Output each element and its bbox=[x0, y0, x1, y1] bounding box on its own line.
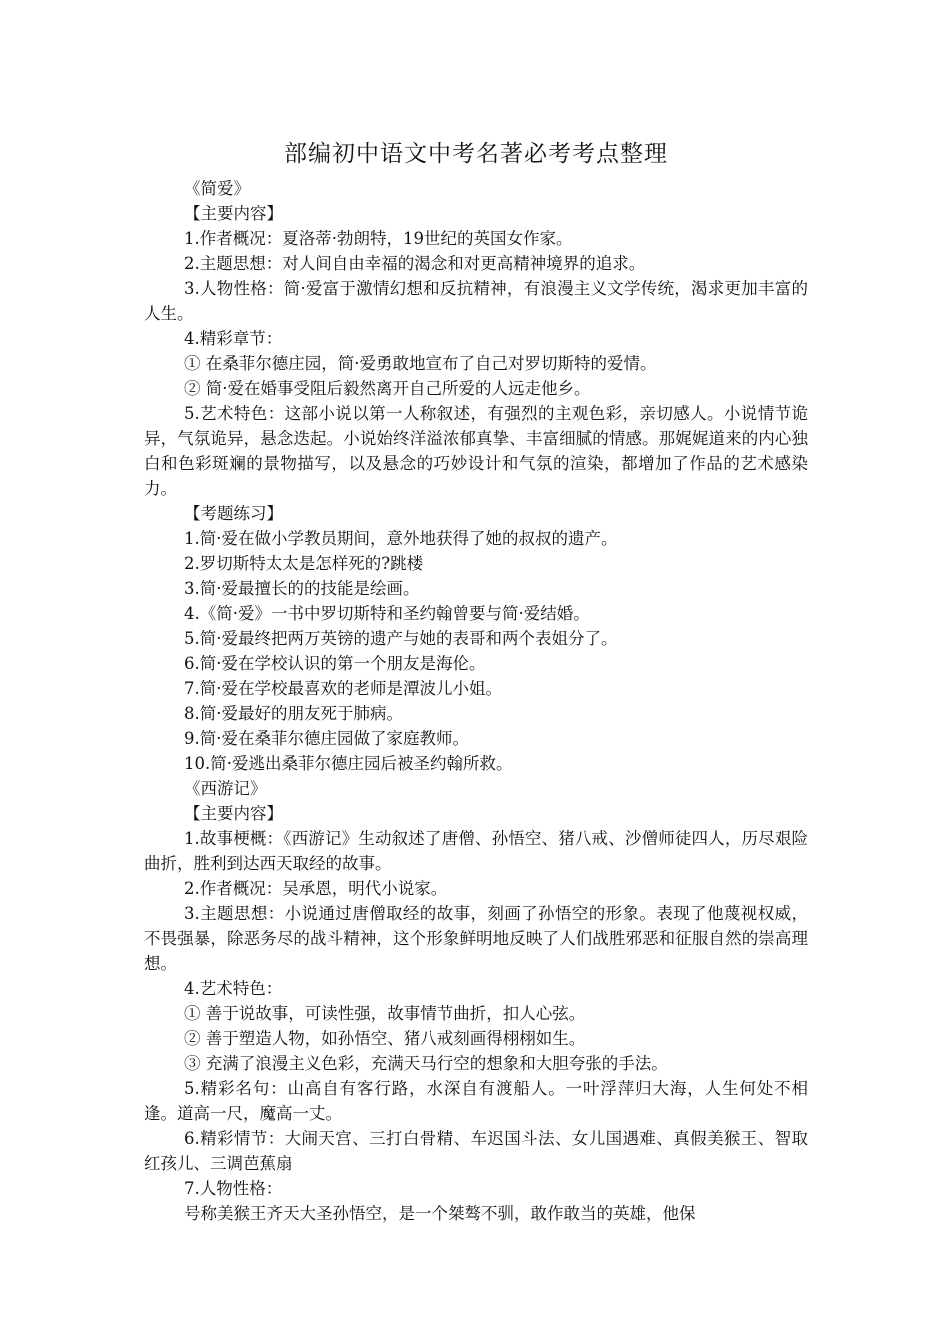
paragraph: 7.人物性格： bbox=[184, 1179, 283, 1198]
paragraph: 4.艺术特色： bbox=[184, 979, 283, 998]
paragraph: 5.简·爱最终把两万英镑的遗产与她的表哥和两个表姐分了。 bbox=[184, 629, 618, 648]
paragraph: 【主要内容】 bbox=[184, 804, 283, 823]
document-body bbox=[144, 134, 808, 1226]
paragraph: 1.作者概况：夏洛蒂·勃朗特，19世纪的英国女作家。 bbox=[184, 229, 573, 248]
paragraph: 6.简·爱在学校认识的第一个朋友是海伦。 bbox=[184, 654, 486, 673]
paragraph: ② 善于塑造人物，如孙悟空、猪八戒刻画得栩栩如生。 bbox=[184, 1029, 586, 1048]
paragraph: 1.故事梗概：《西游记》生动叙述了唐僧、孙悟空、猪八戒、沙僧师徒四人，历尽艰险曲折，胜利到达西天取经的故事。 bbox=[144, 829, 808, 873]
paragraph: 4.《简·爱》一书中罗切斯特和圣约翰曾要与简·爱结婚。 bbox=[184, 604, 590, 623]
paragraph: 8.简·爱最好的朋友死于肺病。 bbox=[184, 704, 403, 723]
paragraph: 3.简·爱最擅长的的技能是绘画。 bbox=[184, 579, 420, 598]
paragraph: 3.主题思想：小说通过唐僧取经的故事，刻画了孙悟空的形象。表现了他蔑视权威，不畏强暴，除恶务尽的战斗精神，这个形象鲜明地反映了人们战胜邪恶和征服自然的崇高理想。 bbox=[144, 904, 808, 973]
paragraph: 《西游记》 bbox=[184, 779, 267, 798]
paragraph: 7.简·爱在学校最喜欢的老师是潭波儿小姐。 bbox=[184, 679, 502, 698]
paragraph: 5.艺术特色：这部小说以第一人称叙述，有强烈的主观色彩，亲切感人。小说情节诡异，气氛诡异，悬念迭起。小说始终洋溢浓郁真挚、丰富细腻的情感。那娓娓道来的内心独白和色彩斑斓的景物描写，以及悬念的巧妙设计和气氛的渲染，都增加了作品的艺术感染力。 bbox=[144, 404, 808, 498]
paragraph: 5.精彩名句：山高自有客行路，水深自有渡船人。一叶浮萍归大海，人生何处不相逢。道高一尺，魔高一丈。 bbox=[144, 1079, 808, 1123]
paragraph: ① 在桑菲尔德庄园，简·爱勇敢地宣布了自己对罗切斯特的爱情。 bbox=[184, 354, 657, 373]
paragraph: 【考题练习】 bbox=[184, 504, 283, 523]
paragraph: ② 简·爱在婚事受阻后毅然离开自己所爱的人远走他乡。 bbox=[184, 379, 591, 398]
paragraph: 6.精彩情节：大闹天宫、三打白骨精、车迟国斗法、女儿国遇难、真假美猴王、智取红孩儿、三调芭蕉扇 bbox=[144, 1129, 808, 1173]
paragraph-list bbox=[144, 176, 808, 1226]
paragraph: 《简爱》 bbox=[184, 179, 250, 198]
paragraph: ③ 充满了浪漫主义色彩，充满天马行空的想象和大胆夸张的手法。 bbox=[184, 1054, 668, 1073]
paragraph: 9.简·爱在桑菲尔德庄园做了家庭教师。 bbox=[184, 729, 469, 748]
paragraph: 1.简·爱在做小学教员期间，意外地获得了她的叔叔的遗产。 bbox=[184, 529, 618, 548]
paragraph: 2.主题思想：对人间自由幸福的渴念和对更高精神境界的追求。 bbox=[184, 254, 646, 273]
paragraph: ① 善于说故事，可读性强，故事情节曲折，扣人心弦。 bbox=[184, 1004, 586, 1023]
paragraph: 3.人物性格：简·爱富于激情幻想和反抗精神，有浪漫主义文学传统，渴求更加丰富的人生。 bbox=[144, 279, 808, 323]
paragraph: 2.作者概况：吴承恩，明代小说家。 bbox=[184, 879, 448, 898]
paragraph: 【主要内容】 bbox=[184, 204, 283, 223]
paragraph: 号称美猴王齐天大圣孙悟空，是一个桀骜不驯，敢作敢当的英雄，他保 bbox=[184, 1204, 696, 1223]
paragraph: 4.精彩章节： bbox=[184, 329, 283, 348]
paragraph: 10.简·爱逃出桑菲尔德庄园后被圣约翰所救。 bbox=[184, 754, 513, 773]
paragraph: 2.罗切斯特太太是怎样死的?跳楼 bbox=[184, 554, 424, 573]
document-title: 部编初中语文中考名著必考考点整理 bbox=[284, 141, 668, 167]
